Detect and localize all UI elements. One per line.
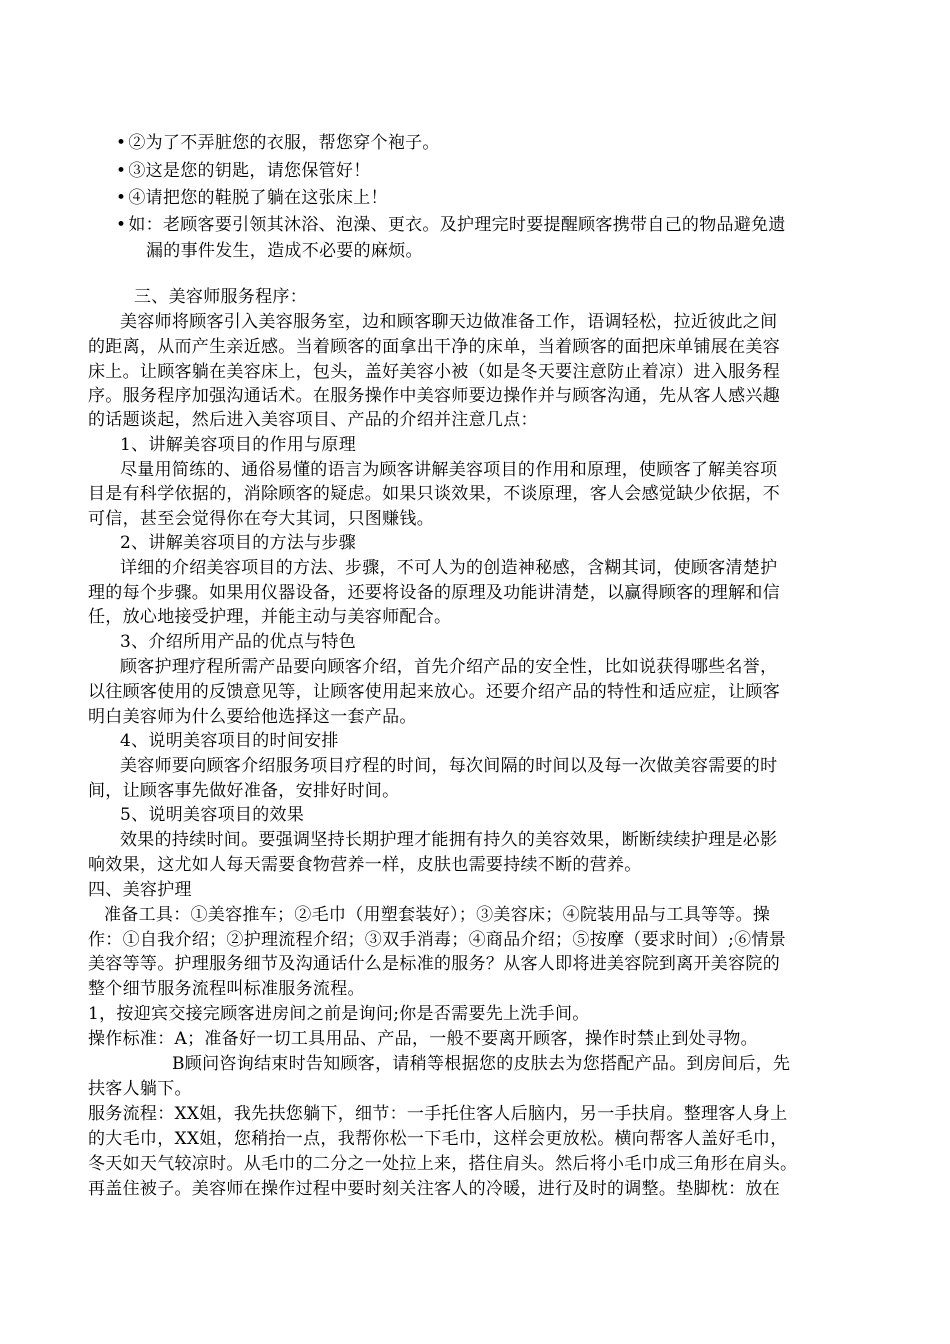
section-heading: 四、美容护理 bbox=[88, 880, 192, 900]
paragraph-line: 整个细节服务流程叫标准服务流程。 bbox=[88, 979, 365, 999]
paragraph-line: 1，按迎宾交接完顾客进房间之前是询问;你是否需要先上洗手间。 bbox=[88, 1004, 590, 1024]
item-title: 1、讲解美容项目的作用与原理 bbox=[120, 435, 357, 455]
paragraph-line: 响效果，这尤如人每天需要食物营养一样，皮肤也需要持续不断的营养。 bbox=[88, 855, 642, 875]
paragraph-line: 再盖住被子。美容师在操作过程中要时刻关注客人的冷暖，进行及时的调整。垫脚枕：放在 bbox=[88, 1179, 780, 1199]
item-title: 5、说明美容项目的效果 bbox=[120, 805, 305, 825]
paragraph-line: 间，让顾客事先做好准备，安排好时间。 bbox=[88, 781, 400, 801]
paragraph-line: 顾客护理疗程所需产品要向顾客介绍，首先介绍产品的安全性，比如说获得哪些名誉， bbox=[120, 657, 778, 677]
paragraph-line: B顾问咨询结束时告知顾客，请稍等根据您的皮肤去为您搭配产品。到房间后，先 bbox=[172, 1054, 791, 1074]
paragraph-line: 详细的介绍美容项目的方法、步骤，不可人为的创造神秘感，含糊其词，使顾客清楚护 bbox=[120, 558, 778, 578]
paragraph-line: 操作标准：A；准备好一切工具用品、产品，一般不要离开顾客，操作时禁止到处寻物。 bbox=[88, 1029, 758, 1049]
paragraph-line: 的大毛巾，XX姐，您稍抬一点，我帮你松一下毛巾，这样会更放松。横向帮客人盖好毛巾， bbox=[88, 1129, 788, 1149]
paragraph-line: 作：①自我介绍；②护理流程介绍；③双手消毒；④商品介绍；⑤按摩（要求时间）;⑥情景 bbox=[88, 930, 787, 950]
paragraph-line: 冬天如天气较凉时。从毛巾的二分之一处拉上来，搭住肩头。然后将小毛巾成三角形在肩头。 bbox=[88, 1154, 798, 1174]
paragraph-line: 美容师将顾客引入美容服务室，边和顾客聊天边做准备工作，语调轻松，拉近彼此之间 bbox=[120, 312, 778, 332]
item-title: 2、讲解美容项目的方法与步骤 bbox=[120, 533, 357, 553]
paragraph-line: 目是有科学依据的，消除顾客的疑虑。如果只谈效果，不谈原理，客人会感觉缺少依据，不 bbox=[88, 484, 780, 504]
item-title: 3、介绍所用产品的优点与特色 bbox=[120, 632, 357, 652]
list-item: • ④请把您的鞋脱了躺在这张床上！ bbox=[116, 188, 388, 208]
paragraph-line: 以往顾客使用的反馈意见等，让顾客使用起来放心。还要介绍产品的特性和适应症，让顾客 bbox=[88, 682, 780, 702]
paragraph-line: 任，放心地接受护理，并能主动与美容师配合。 bbox=[88, 607, 452, 627]
paragraph-line: 服务流程：XX姐，我先扶您躺下，细节：一手托住客人后脑内，另一手扶肩。整理客人身上 bbox=[88, 1104, 788, 1124]
paragraph-line: 可信，甚至会觉得你在夸大其词，只图赚钱。 bbox=[88, 509, 434, 529]
paragraph-line: 理的每个步骤。如果用仪器设备，还要将设备的原理及功能讲清楚，以赢得顾客的理解和信 bbox=[88, 583, 780, 603]
list-item: • ③这是您的钥匙，请您保管好！ bbox=[116, 161, 371, 181]
item-title: 4、说明美容项目的时间安排 bbox=[120, 731, 339, 751]
paragraph-line: 的距离，从而产生亲近感。当着顾客的面拿出干净的床单，当着顾客的面把床单铺展在美容 bbox=[88, 337, 780, 357]
section-heading: 三、美容师服务程序： bbox=[134, 287, 307, 307]
paragraph-line: 明白美容师为什么要给他选择这一套产品。 bbox=[88, 707, 417, 727]
paragraph-line: 尽量用简练的、通俗易懂的语言为顾客讲解美容项目的作用和原理，使顾客了解美容项 bbox=[120, 460, 778, 480]
list-item: • 如：老顾客要引领其沐浴、泡澡、更衣。及护理完时要提醒顾客携带自己的物品避免遗 bbox=[116, 215, 786, 235]
list-item-continuation: 漏的事件发生，造成不必要的麻烦。 bbox=[146, 241, 423, 261]
paragraph-line: 扶客人躺下。 bbox=[88, 1079, 192, 1099]
paragraph-line: 准备工具：①美容推车；②毛巾（用塑套装好）；③美容床；④院装用品与工具等等。操 bbox=[104, 905, 771, 925]
paragraph-line: 效果的持续时间。要强调坚持长期护理才能拥有持久的美容效果，断断续续护理是必影 bbox=[120, 830, 778, 850]
paragraph-line: 美容等等。护理服务细节及沟通话什么是标准的服务？从客人即将进美容院到离开美容院的 bbox=[88, 954, 780, 974]
paragraph-line: 序。服务程序加强沟通话术。在服务操作中美容师要边操作并与顾客沟通，先从客人感兴趣 bbox=[88, 386, 780, 406]
paragraph-line: 的话题谈起，然后进入美容项目、产品的介绍并注意几点： bbox=[88, 410, 538, 430]
paragraph-line: 美容师要向顾客介绍服务项目疗程的时间，每次间隔的时间以及每一次做美容需要的时 bbox=[120, 756, 778, 776]
list-item: • ②为了不弄脏您的衣服，帮您穿个袍子。 bbox=[116, 133, 440, 153]
paragraph-line: 床上。让顾客躺在美容床上，包头，盖好美容小被（如是冬天要注意防止着凉）进入服务程 bbox=[88, 362, 780, 382]
